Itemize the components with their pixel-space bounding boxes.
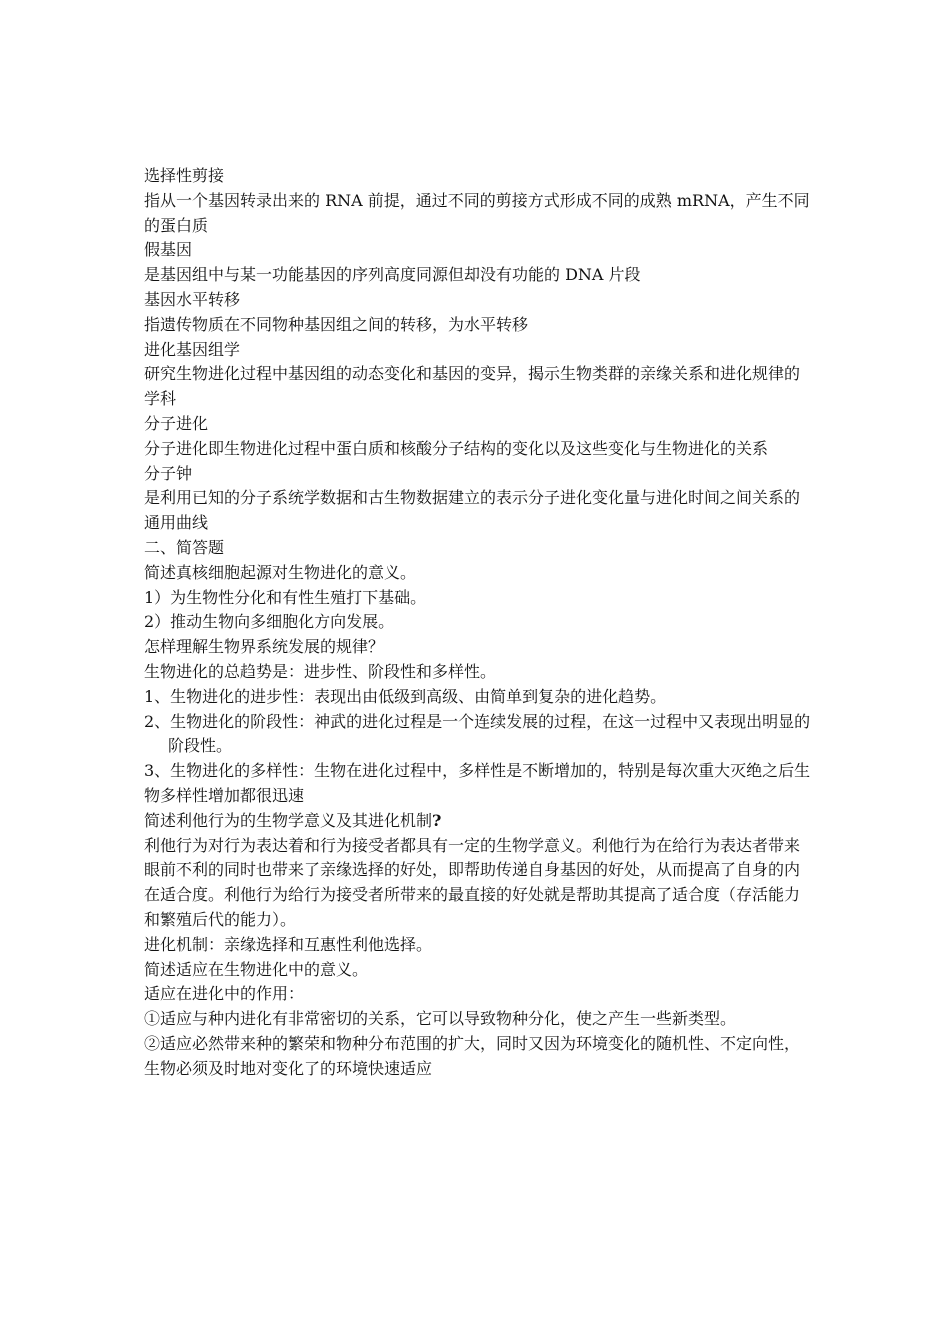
term-title: 分子进化 <box>144 413 209 433</box>
answer-intro: 适应在进化中的作用： <box>144 984 305 1004</box>
question-title: 怎样理解生物界系统发展的规律？ <box>144 637 385 657</box>
answer-mechanism: 进化机制：亲缘选择和互惠性利他选择。 <box>144 934 433 954</box>
question-text: 简述利他行为的生物学意义及其进化机制 <box>144 810 433 830</box>
question-title: 简述真核细胞起源对生物进化的意义。 <box>144 562 417 582</box>
answer-point: ②适应必然带来种的繁荣和物种分布范围的扩大，同时又因为环境变化的随机性、不定向性，生物必须及时地对变化了的环境快速适应 <box>144 1033 801 1078</box>
answer-point: 3、生物进化的多样性：生物在进化过程中，多样性是不断增加的，特别是每次重大灭绝之后生物多样性增加都很迅速 <box>144 761 811 805</box>
document-body <box>144 164 812 1081</box>
term-definition: 是基因组中与某一功能基因的序列高度同源但却没有功能的 DNA 片段 <box>144 265 641 285</box>
answer-point: 1、生物进化的进步性：表现出由低级到高级、由简单到复杂的进化趋势。 <box>144 686 667 706</box>
question-title <box>144 809 812 834</box>
term-title: 选择性剪接 <box>144 166 225 185</box>
question-mark: ? <box>432 810 442 830</box>
answer-intro: 生物进化的总趋势是：进步性、阶段性和多样性。 <box>144 661 497 681</box>
answer-paragraph: 利他行为对行为表达着和行为接受者都具有一定的生物学意义。利他行为在给行为表达者带来眼前不利的同时也带来了亲缘选择的好处，即帮助传递自身基因的好处，从而提高了自身的内在适合度。利他行为给行为接受者所带来的最直接的好处就是帮助其提高了适合度（存活能力和繁殖后代的能力）。 <box>144 835 801 929</box>
term-title: 分子钟 <box>144 463 193 483</box>
term-definition: 研究生物进化过程中基因组的动态变化和基因的变异，揭示生物类群的亲缘关系和进化规律的学科 <box>144 364 801 409</box>
question-title: 简述适应在生物进化中的意义。 <box>144 959 369 979</box>
term-definition: 指从一个基因转录出来的 RNA 前提，通过不同的剪接方式形成不同的成熟 mRNA，产生不同的蛋白质 <box>144 190 810 235</box>
term-definition: 指遗传物质在不同物种基因组之间的转移，为水平转移 <box>144 314 529 334</box>
term-title: 基因水平转移 <box>144 289 241 309</box>
section-heading: 二、简答题 <box>144 537 225 557</box>
answer-item: 2）推动生物向多细胞化方向发展。 <box>144 612 395 632</box>
answer-point: 2、生物进化的阶段性：神武的进化过程是一个连续发展的过程，在这一过程中又表现出明显的阶段性。 <box>144 711 811 756</box>
term-definition: 分子进化即生物进化过程中蛋白质和核酸分子结构的变化以及这些变化与生物进化的关系 <box>144 438 769 458</box>
term-title: 进化基因组学 <box>144 339 241 359</box>
term-definition: 是利用已知的分子系统学数据和古生物数据建立的表示分子进化变化量与进化时间之间关系的通用曲线 <box>144 488 801 533</box>
answer-item: 1）为生物性分化和有性生殖打下基础。 <box>144 587 427 607</box>
term-title: 假基因 <box>144 240 193 260</box>
answer-point: ①适应与种内进化有非常密切的关系，它可以导致物种分化，使之产生一些新类型。 <box>144 1009 737 1029</box>
